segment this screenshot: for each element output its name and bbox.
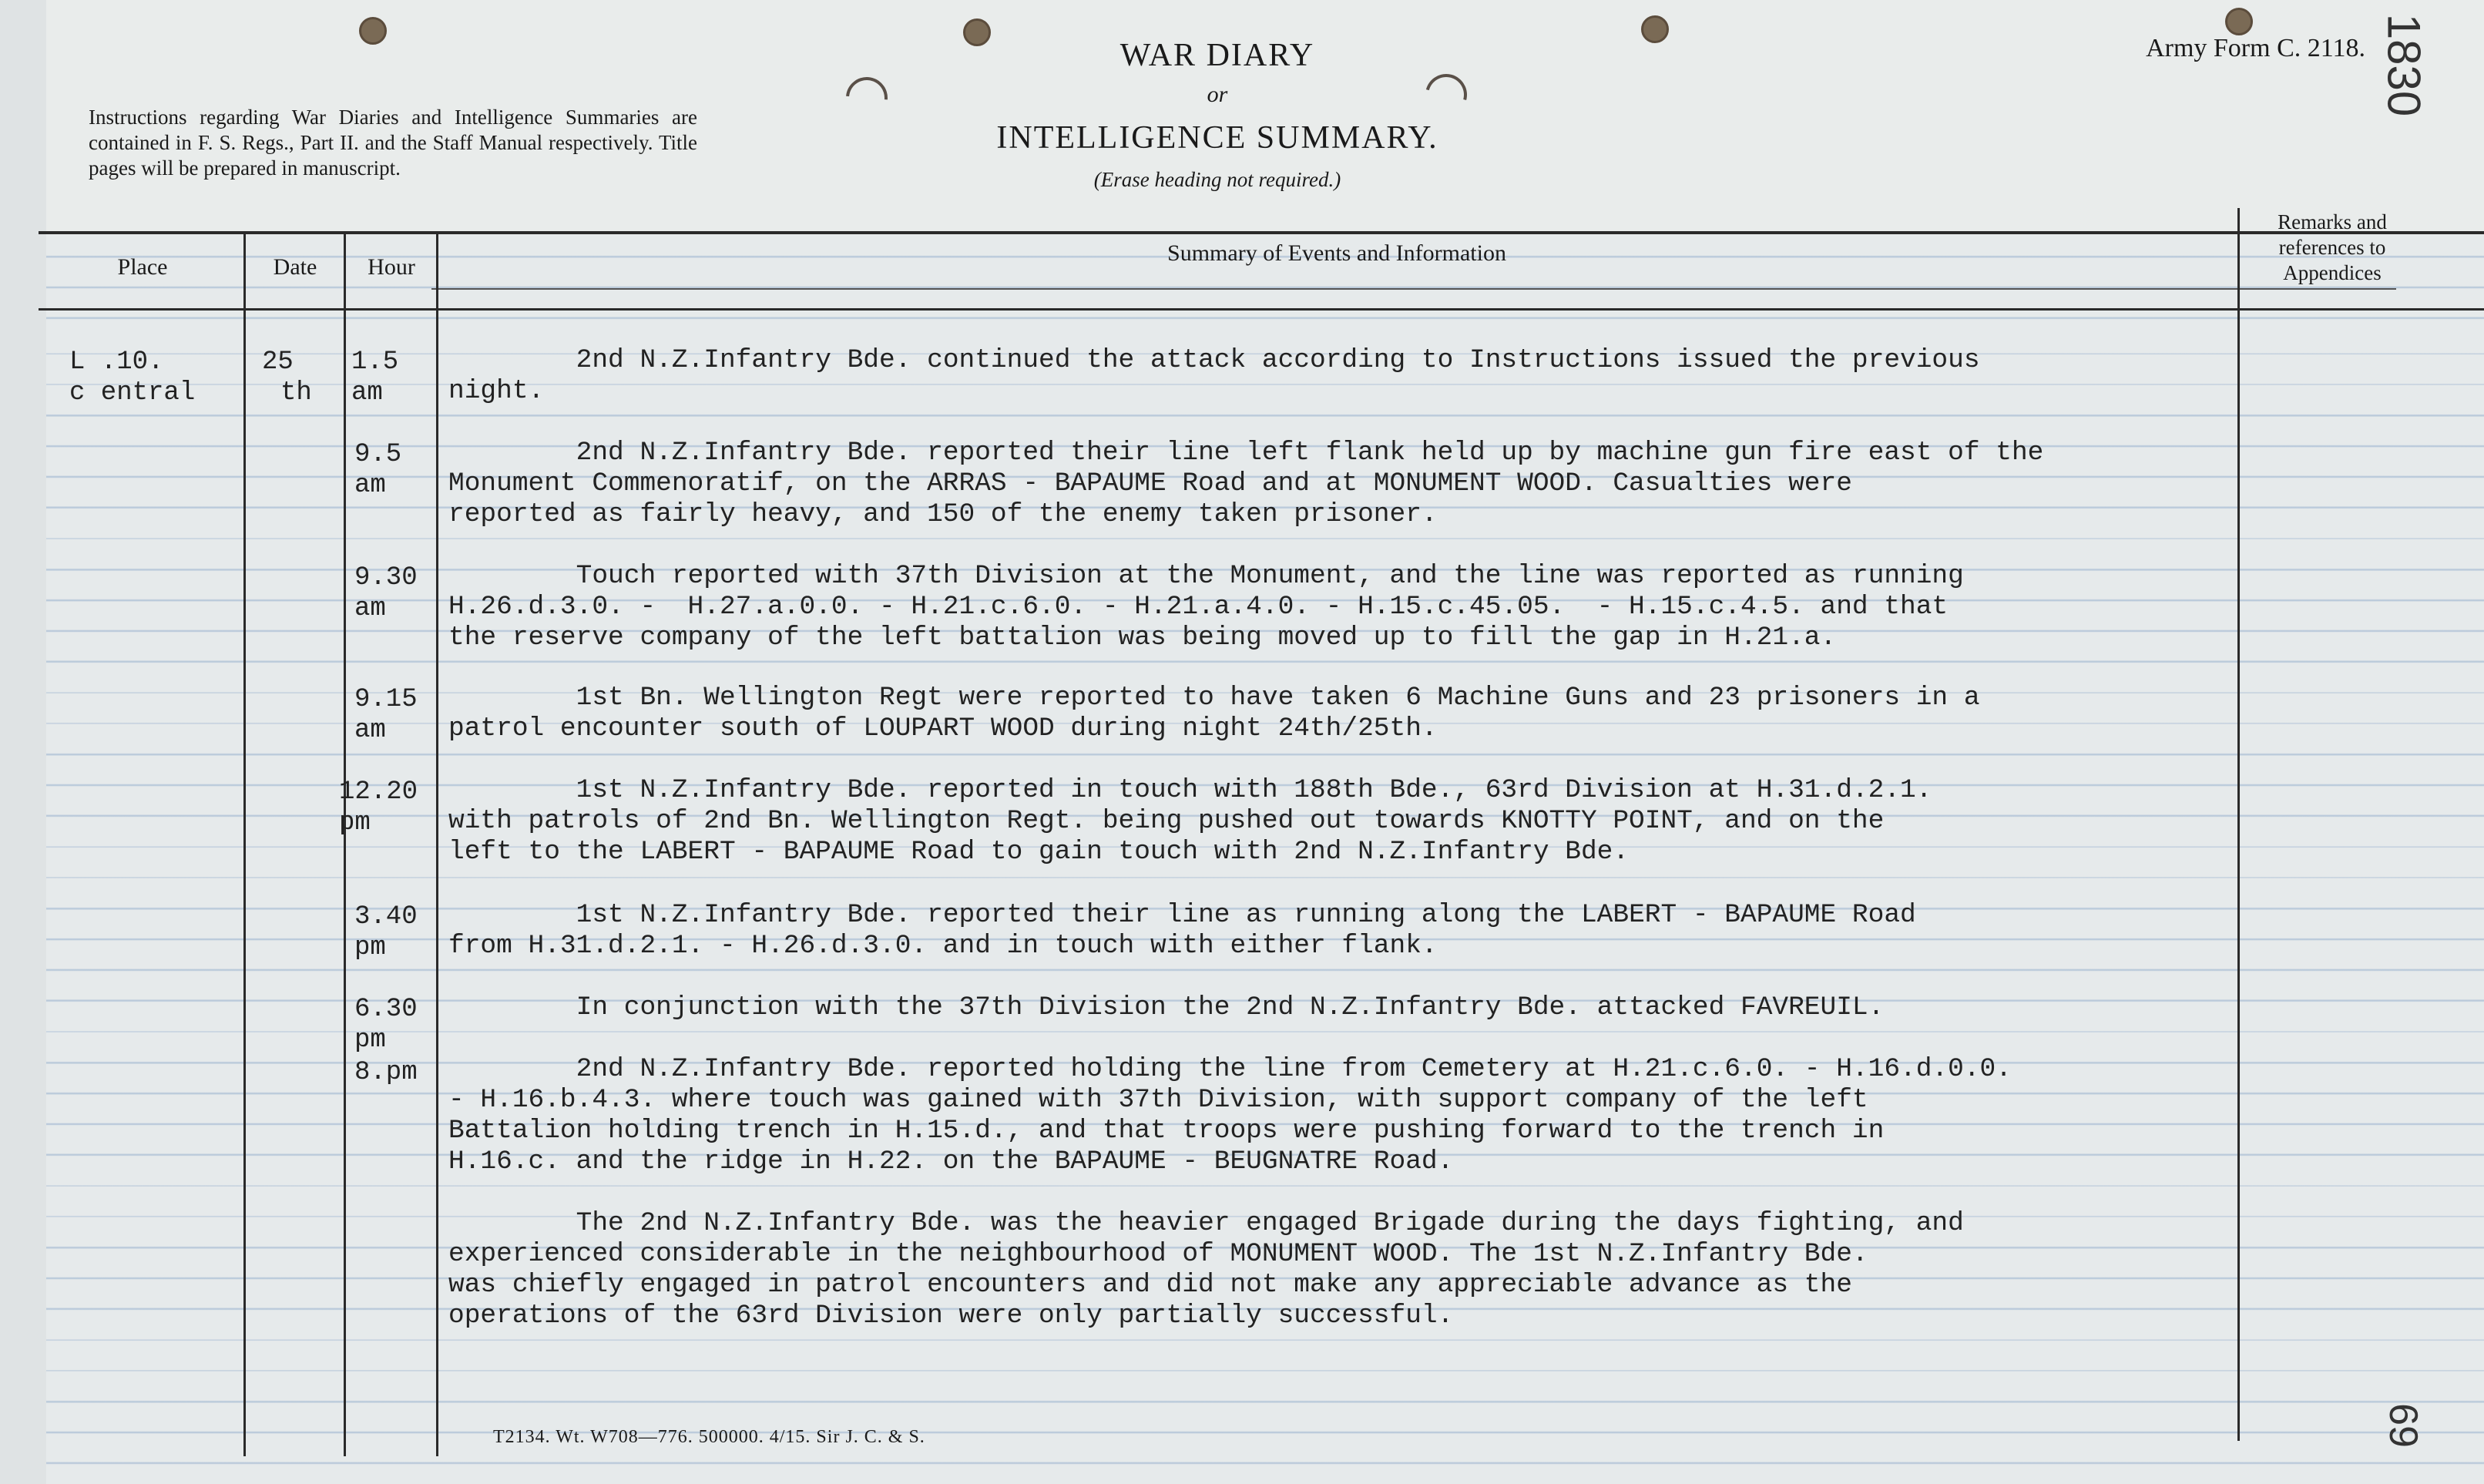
header-bottom-rule <box>39 308 2484 311</box>
column-header-hour: Hour <box>368 254 415 280</box>
date-cell <box>262 347 339 408</box>
column-header-summary: Summary of Events and Information <box>1167 240 1506 266</box>
entry-text: Touch reported with 37th Division at the Monument, and the line was reported as running H.26.d.3.0. - H.27.a.0.0. - H.21.c.6.0. - H.21.a.4.0. - H.15.c.45.05. - H.15.c.4.5. and that the reserve company of the left battalion was being moved up to fill the gap in H.21.a. <box>448 561 1964 653</box>
punch-hole <box>1641 15 1669 43</box>
entry-text: 2nd N.Z.Infantry Bde. reported holding the line from Cemetery at H.21.c.6.0. - H.16.d.0.0. - H.16.b.4.3. where touch was gained with 37th Division, with support company of the left Battalion holding trench in H.15.d., and that troops were pushing forward to the trench in H.16.c. and the ridge in H.22. on the BAPAUME - BEUGNATRE Road. <box>448 1054 2012 1177</box>
entry-hour: 1.5 am <box>351 347 399 408</box>
title-or: or <box>1207 82 1228 107</box>
title-intelligence-summary: INTELLIGENCE SUMMARY. <box>996 120 1438 156</box>
column-divider-place <box>243 231 246 1456</box>
instructions-text: Instructions regarding War Diaries and Intelligence Summaries are contained in F. S. Regs., Part II. and the Staff Manual respectively. Title pages will be prepared in manuscript. <box>89 106 697 180</box>
title-war-diary: WAR DIARY <box>1119 38 1315 73</box>
entry-hour: 9.5 am <box>354 440 402 500</box>
entry-text: 2nd N.Z.Infantry Bde. reported their line left flank held up by machine gun fire east of the Monument Commenoratif, on the ARRAS - BAPAUME Road and at MONUMENT WOOD. Casualties were reported as fairly heavy, and 150 of the enemy taken prisoner. <box>448 438 2044 529</box>
entry-text: 1st Bn. Wellington Regt were reported to have taken 6 Machine Guns and 23 prisoners in a patrol encounter south of LOUPART WOOD during night 24th/25th. <box>448 683 1980 744</box>
place-line: c entral <box>69 378 196 408</box>
entry-text: 1st N.Z.Infantry Bde. reported their line as running along the LABERT - BAPAUME Road from H.31.d.2.1. - H.26.d.3.0. and in touch with either flank. <box>448 900 1916 961</box>
entry-hour: 9.30 am <box>354 563 418 623</box>
header-bottom-rule-2 <box>431 288 2396 290</box>
date-line: 25 <box>262 347 294 377</box>
table-top-rule <box>39 231 2484 234</box>
column-header-place: Place <box>117 254 168 280</box>
place-line: L .10. <box>69 347 164 377</box>
column-divider-date <box>344 231 346 1456</box>
printer-imprint: T2134. Wt. W708—776. 500000. 4/15. Sir J. C. & S. <box>493 1427 925 1447</box>
army-form-number: Army Form C. 2118. <box>2146 34 2365 62</box>
entry-hour: 8.pm <box>354 1058 418 1087</box>
place-cell <box>69 347 239 408</box>
punch-hole <box>359 17 387 45</box>
column-divider-hour <box>436 231 438 1456</box>
column-header-remarks: Remarks and references to Appendices <box>2278 210 2387 284</box>
entry-hour: 12.20 pm <box>339 777 418 838</box>
entry-hour: 6.30 pm <box>354 995 418 1055</box>
entry-text: In conjunction with the 37th Division the 2nd N.Z.Infantry Bde. attacked FAVREUIL. <box>448 992 1885 1022</box>
punch-hole <box>2225 8 2253 35</box>
punch-hole <box>963 18 991 46</box>
column-header-date: Date <box>273 254 317 280</box>
entry-hour: 9.15 am <box>354 685 418 745</box>
entry-text: 2nd N.Z.Infantry Bde. continued the attack according to Instructions issued the previous night. <box>448 345 1980 406</box>
title-note: (Erase heading not required.) <box>1093 168 1341 191</box>
entry-hour: 3.40 pm <box>354 902 418 962</box>
page-number-mark: 69 <box>2380 1403 2425 1448</box>
entry-text: 1st N.Z.Infantry Bde. reported in touch with 188th Bde., 63rd Division at H.31.d.2.1. with patrols of 2nd Bn. Wellington Regt. being pushed out towards KNOTTY POINT, and on the left to the LABERT - BAPAUME Road to gain touch with 2nd N.Z.Infantry Bde. <box>448 775 1932 867</box>
date-line: th <box>280 378 312 408</box>
entry-text: The 2nd N.Z.Infantry Bde. was the heavier engaged Brigade during the days fighting, and experienced considerable in the neighbourhood of MONUMENT WOOD. The 1st N.Z.Infantry Bde. was chiefly engaged in patrol encounters and did not make any appreciable advance as the operations of the 63rd Division were only partially successful. <box>448 1208 1964 1331</box>
stamp-number: 1830 <box>2378 13 2430 117</box>
